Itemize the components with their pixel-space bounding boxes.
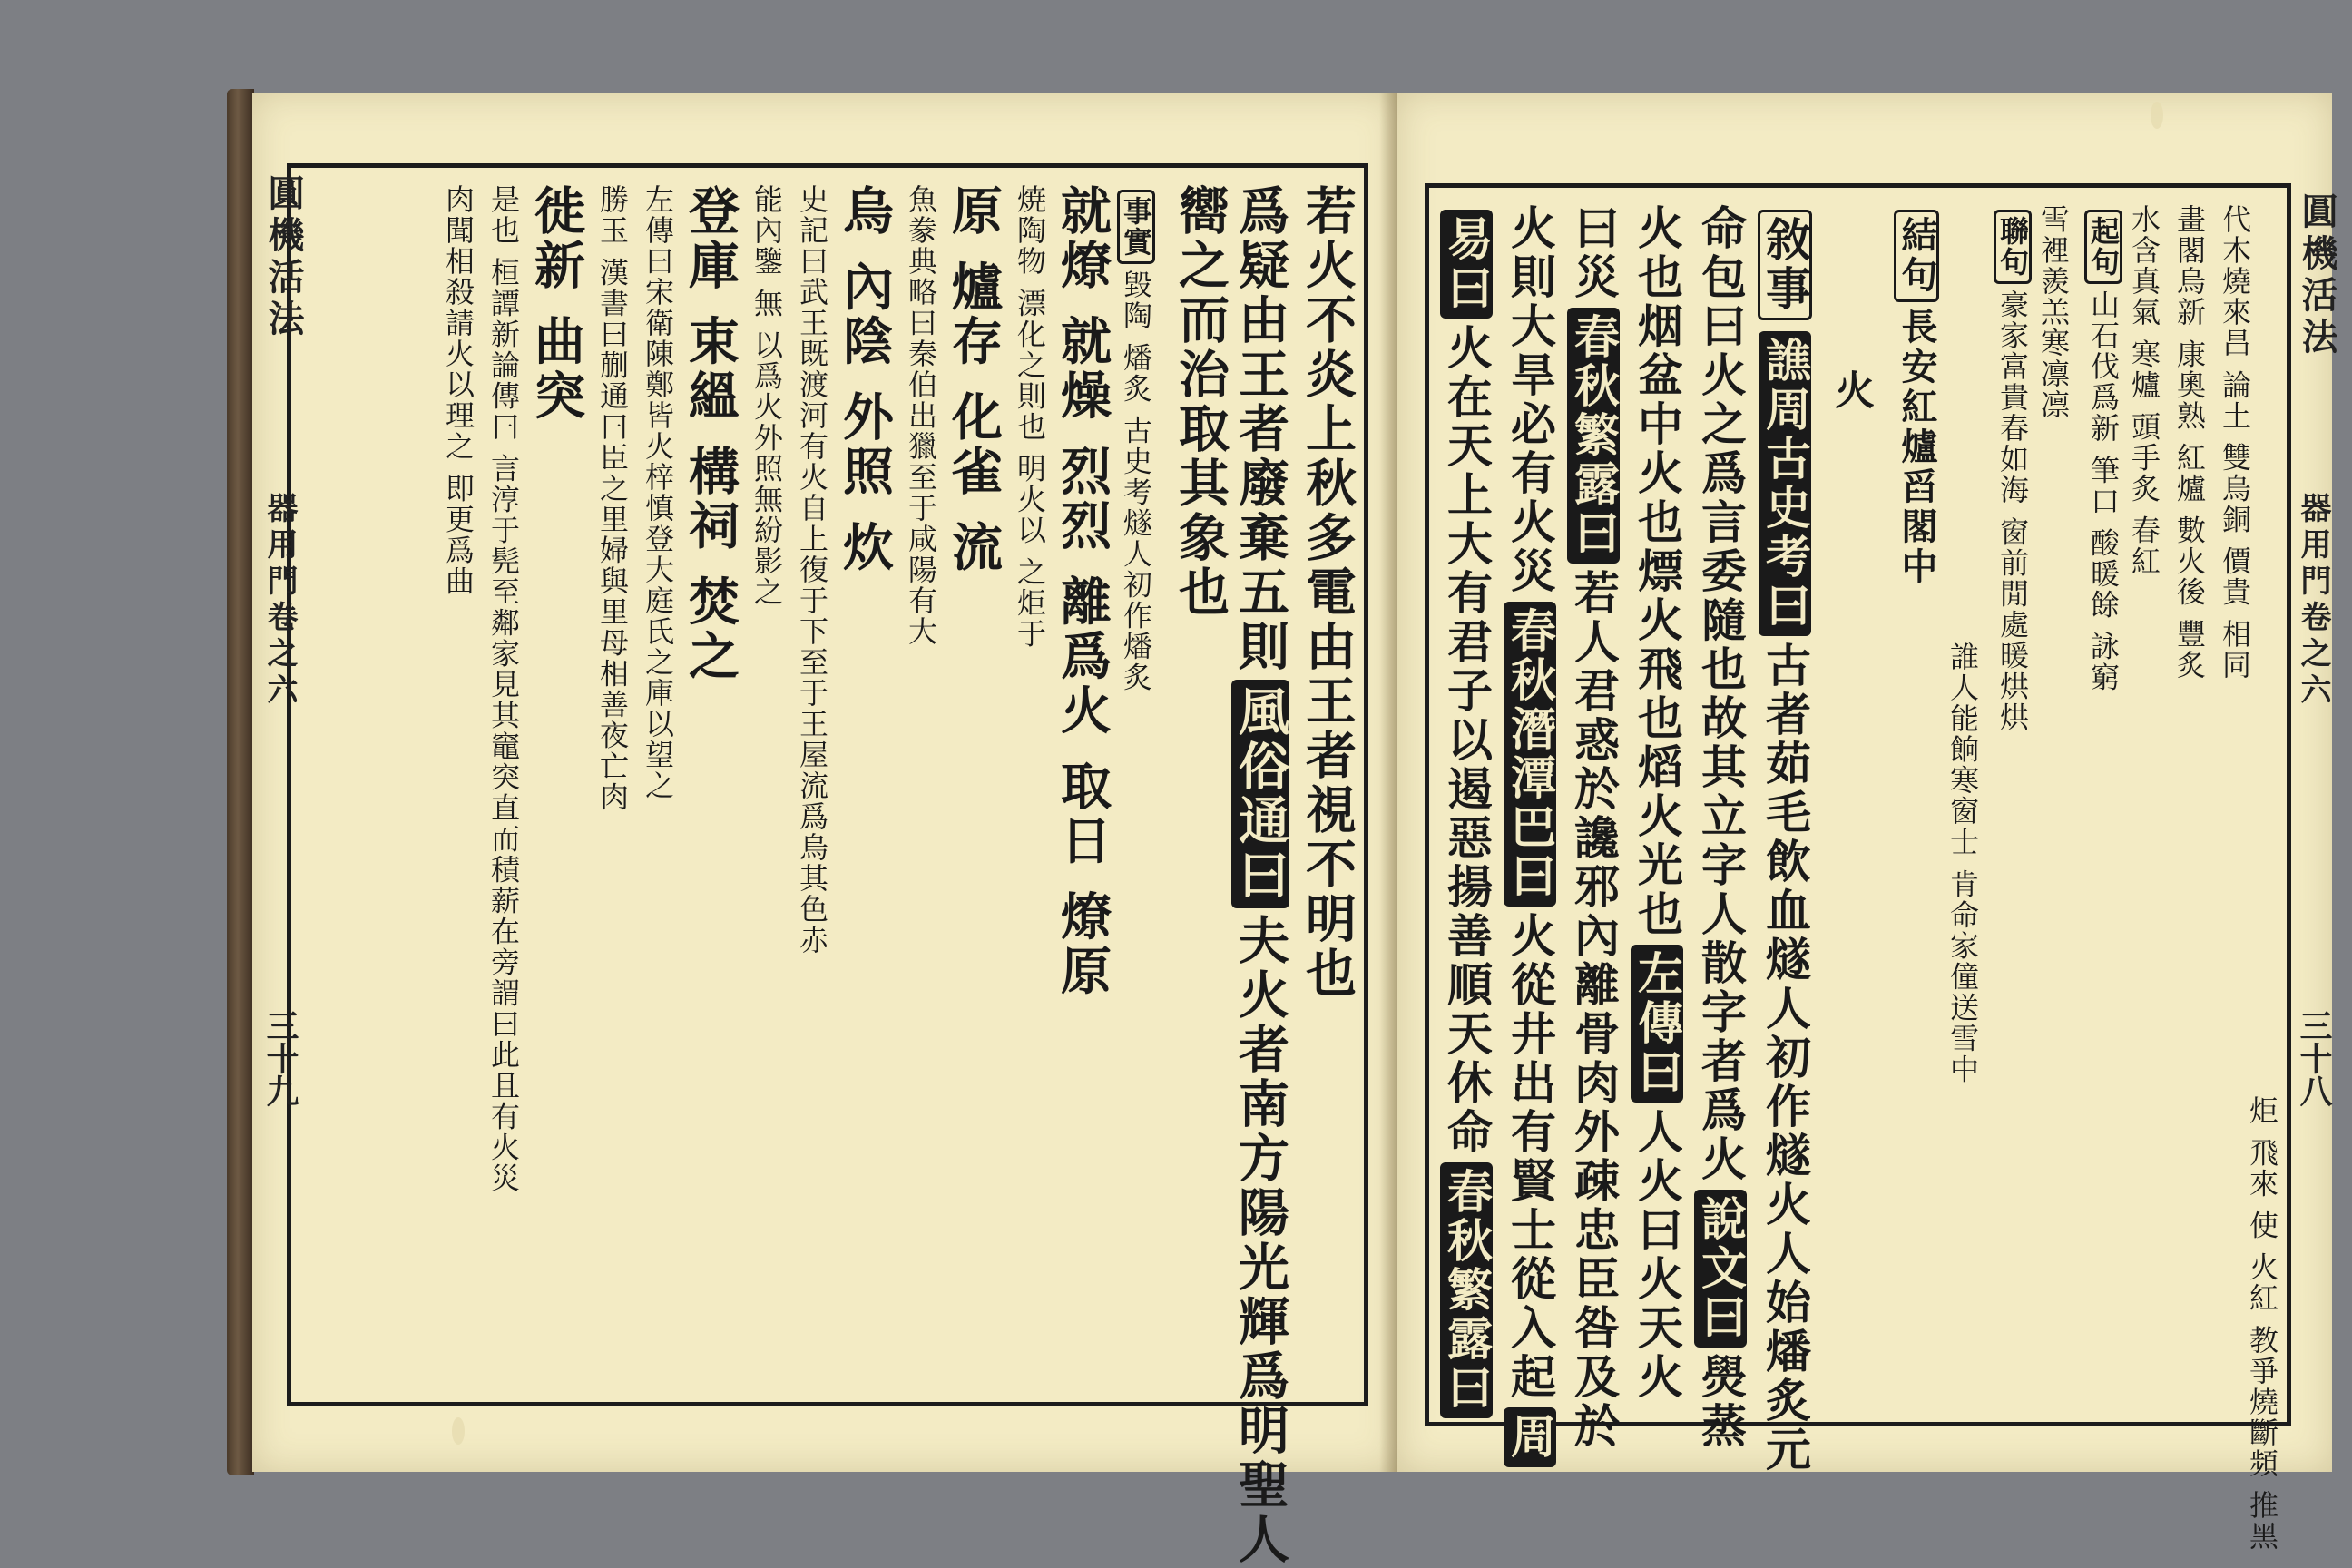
right-col-13: 畫閣烏新 康奧熟 紅爐 數火後 豐炙 <box>2172 204 2207 681</box>
right-margin-title: 圓機活法 <box>2296 192 2338 359</box>
left-col-15: 徙新 曲突 <box>526 184 586 424</box>
book-spine <box>227 89 254 1475</box>
citation-tag: 周 <box>1504 1407 1556 1467</box>
section-tag: 起句 <box>2084 210 2122 284</box>
right-col-3: 曰災春秋繁露曰若人君惑於讒邪內離骨肉外疎忠臣咎及於 <box>1567 204 1621 1451</box>
citation-tag: 春秋潛潭巴曰 <box>1504 602 1556 906</box>
citation-tag: 譙周古史考曰 <box>1759 331 1811 636</box>
left-col-3: 嚮之而治取其象也 <box>1171 184 1230 620</box>
left-col-17: 肉聞相殺請火以理之 即更爲曲 <box>441 184 475 597</box>
left-col-10: 史記曰武王既渡河有火自上復于下至于王屋流爲烏其色赤 <box>795 184 829 956</box>
right-col-12: 水含真氣 寒爐 頭手炙 春紅 <box>2127 204 2161 577</box>
right-col-15: 炬 飛來 使 火紅 教爭燒斷頻 推黑 <box>2245 1095 2279 1552</box>
citation-tag: 春秋繁露曰 <box>1567 308 1620 564</box>
right-col-8: 誰人能餉寒窗士 肯命家僮送雪中 <box>1945 642 1980 1085</box>
left-col-5: 就燎 就燥 烈烈 離爲火 取日 燎原 <box>1053 184 1112 999</box>
right-col-2: 火則大旱必有火災春秋潛潭巴曰火從井出有賢士從入起周 <box>1504 204 1556 1406</box>
paper-tear <box>452 1417 465 1445</box>
left-page-number: 三十九 <box>261 1009 299 1107</box>
right-col-11: 起句山石伐爲新 筆口 酸暖餘 詠窮 <box>2084 204 2122 1406</box>
right-heading-fire: 火 <box>1828 369 1874 413</box>
right-col-4: 火也烟盆中火也熛火飛也熖火光也左傳曰人火曰火天火 <box>1631 204 1684 1402</box>
citation-tag: 春秋繁露曰 <box>1440 1162 1493 1418</box>
right-col-9: 聯句豪家富貴春如海 窗前閒處暖烘烘 <box>1994 204 2032 1406</box>
open-book <box>227 89 2338 1567</box>
left-col-6: 焼陶物 漂化之則也 明火以 之炬于 <box>1013 184 1047 650</box>
section-tag: 事實 <box>1117 190 1155 264</box>
right-col-7: 結句長安紅爐舀閣中 <box>1894 204 1939 1406</box>
left-col-11: 能內鑒 無 以爲火外照無紛影之 <box>750 184 784 608</box>
right-text-frame <box>1425 183 2291 1552</box>
right-page-number: 三十八 <box>2295 1009 2333 1107</box>
right-col-5: 命包曰火之爲言委隨也故其立字人散字者爲火說文曰燢蒸 <box>1694 204 1748 1451</box>
section-tag: 敘事 <box>1758 210 1812 320</box>
left-page <box>252 93 1397 1567</box>
left-col-12: 登庫 束縕 構祠 焚之 <box>681 184 740 684</box>
left-col-7: 原 爐存 化雀 流 <box>944 184 1004 575</box>
left-col-4: 事實毀陶 燔炙 古史考燧人初作燔炙 <box>1117 184 1155 1386</box>
left-col-1: 若火不炎上秋多電由王者視不明也 <box>1298 184 1357 1001</box>
left-col-8: 魚豢典略曰秦伯出獵至于咸陽有大 <box>904 184 938 647</box>
right-col-10: 雪裡羨羔寒凛凛 <box>2036 204 2071 420</box>
right-page <box>1397 93 2338 1552</box>
section-tag: 聯句 <box>1994 210 2032 284</box>
citation-tag: 易曰 <box>1440 210 1493 318</box>
left-col-2: 爲疑由王者廢棄五則風俗通曰夫火者南方陽光輝爲明聖人 <box>1230 184 1290 1567</box>
right-col-6: 敘事譙周古史考曰古者茹毛飲血燧人初作燧火人始燔炙元 <box>1758 204 1812 1406</box>
right-col-1: 易曰火在天上大有君子以遏惡揚善順天休命春秋繁露曰 <box>1440 204 1493 1406</box>
left-margin-subtitle: 器用門卷之六 <box>261 492 298 710</box>
left-text-frame <box>287 163 1368 1567</box>
citation-tag: 左傳曰 <box>1631 945 1683 1102</box>
left-col-16: 是也 桓譚新論傳曰 言淳于髡至鄰家見其竈突直而積薪在旁謂曰此且有火災 <box>486 184 521 1194</box>
section-tag: 結句 <box>1894 210 1939 302</box>
left-col-9: 烏 內陰 外照 炊 <box>835 184 895 575</box>
left-margin-title: 圓機活法 <box>262 174 305 341</box>
paper-tear <box>2151 102 2163 129</box>
right-col-14: 代木燒來昌 論土 雙烏銅 價貴 相同 <box>2218 204 2252 681</box>
left-col-14: 勝玉 漢書曰蒯通曰臣之里婦與里母相善夜亡肉 <box>595 184 630 813</box>
right-margin-subtitle: 器用門卷之六 <box>2295 492 2331 710</box>
citation-tag: 說文曰 <box>1694 1190 1747 1348</box>
citation-tag: 風俗通曰 <box>1231 680 1289 908</box>
left-col-13: 左傳曰宋衛陳鄭皆火梓慎登大庭氏之庫以望之 <box>641 184 675 801</box>
